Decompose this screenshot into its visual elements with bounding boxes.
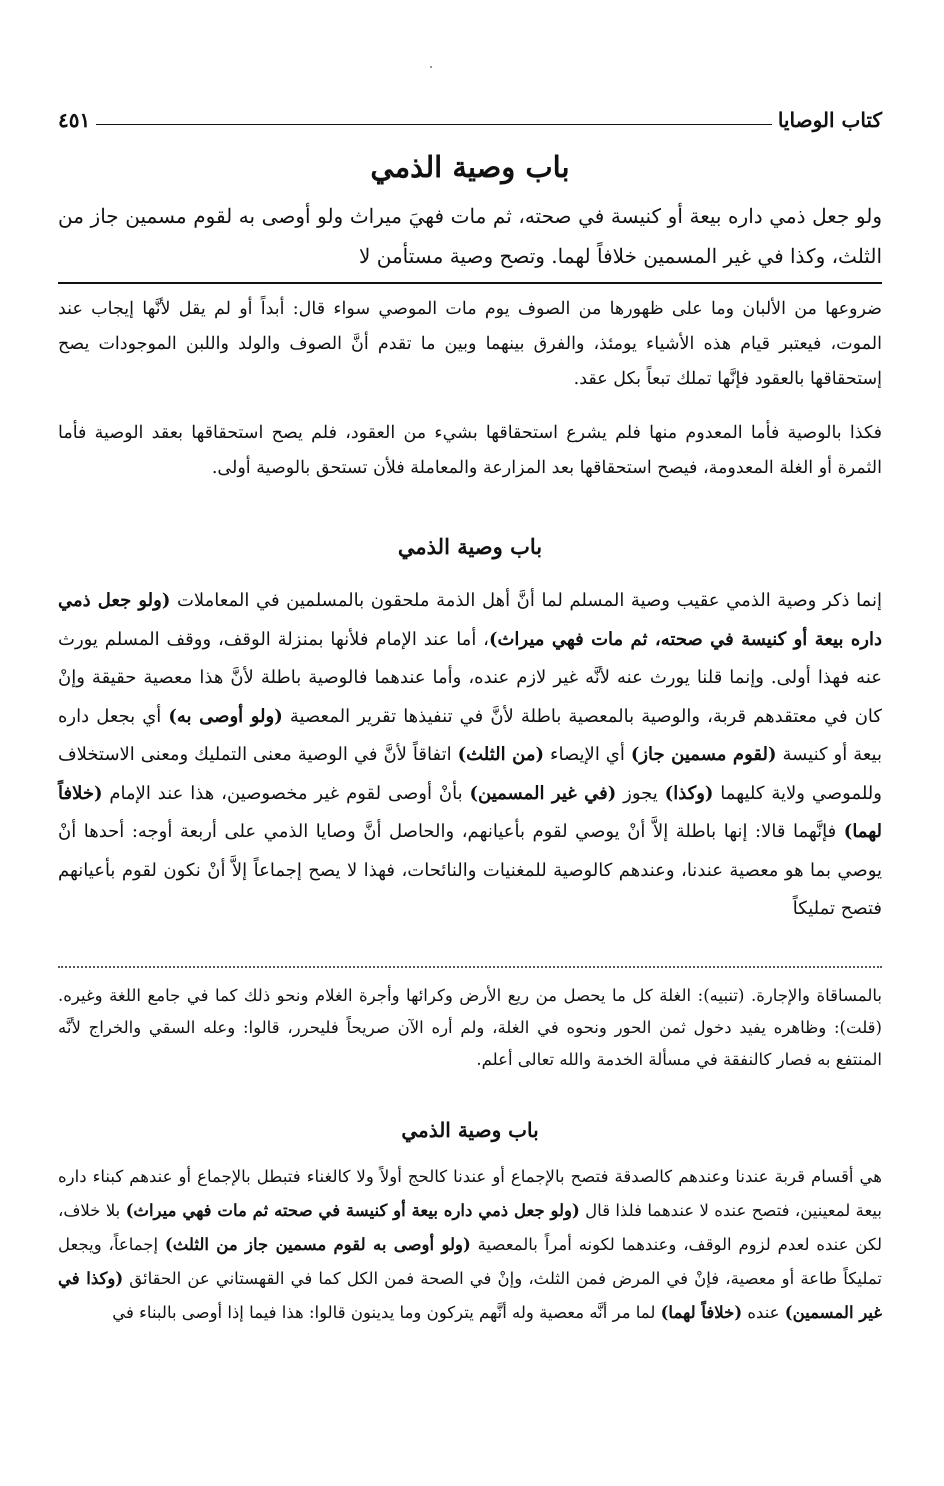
quoted-matn-phrase: (ولو أوصى به) <box>168 705 283 727</box>
text-segment: فإنَّهما قالا: إنها باطلة إلاَّ أنْ يوصي لقوم بأعيانهم، والحاصل أنَّ وصايا الذمي على أربعة أوجه: أحدها أنْ يوصي بما هو معصية عندنا، وعندهم كالوصية للمغنيات والنائحات، فهذا لا يصح إجماعاً إلاَّ أنْ نكون لقوم بأعيانهم فتصح تمليكاً <box>58 821 882 919</box>
book-title: كتاب الوصايا <box>777 108 882 132</box>
header-rule <box>96 124 772 125</box>
text-segment: اتفاقاً لأنَّ في الوصية معنى التمليك ومعنى الاستخلاف وللموصي ولاية كليهما <box>58 744 882 804</box>
text-segment: أي الإيصاء <box>544 744 631 765</box>
quoted-matn-phrase: (لقوم مسمين جاز) <box>630 744 777 765</box>
quoted-matn-phrase: (خلافاً لهما) <box>58 782 882 842</box>
text-segment: أي بجعل داره بيعة أو كنيسة <box>58 705 882 765</box>
commentary-para-1: ضروعها من الألبان وما على ظهورها من الصوف يوم مات الموصي سواء قال: أبداً أو لم يقل لأنَّها إيجاب عند الموت، فيعتبر قيام هذه الأشياء يومئذ، والفرق بينهما وبين ما تقدم أنَّ الصوف والولد واللبن الموجودات يصح إستحقاقها بالعقود فإنَّها تملك تبعاً بكل عقد. <box>58 299 882 389</box>
text-segment: ، أما عند الإمام فلأنها بمنزلة الوقف، ووقف المسلم يورث عنه فهذا أولى. وإنما قلنا يورث عنه لأنَّه غير لازم عنده، وأما عندهما فالوصية باطلة لأنَّ هذا معصية حقيقة وإنْ كان في معتقدهم قربة، والوصية بالمعصية باطلة لأنَّ في تنفيذها تقرير المعصية <box>58 628 882 727</box>
matn-section-title: باب وصية الذمي <box>370 150 570 184</box>
matn-divider <box>58 282 882 284</box>
footnote-text: بالمساقاة والإجارة. (تنبيه): الغلة كل ما يحصل من ريع الأرض وكرائها وأجرة الغلام ونحو ذلك كما في جامع اللغة وغيره. (قلت): وظاهره يفيد دخول ثمن الحور ونحوه في الغلة، ولم أره الآن صريحاً فليحرر، قالوا: وعله السقي والخراج لأنَّه المنتفع به فصار كالنفقة في مسألة الخدمة والله تعالى أعلم. <box>58 986 882 1069</box>
text-segment: لما مر أنَّه معصية وله أنَّهم يتركون وما يدينون قالوا: هذا فيما إذا أوصى بالبناء في <box>112 1303 661 1322</box>
commentary-section-text <box>58 582 882 929</box>
book-page <box>58 0 882 1486</box>
quoted-matn-phrase: (وكذا في غير المسمين) <box>58 1269 882 1322</box>
running-header <box>58 100 882 132</box>
text-segment: يجوز <box>616 782 665 804</box>
commentary-para-2: فكذا بالوصية فأما المعدوم منها فلم يشرع استحقاقها بشيء من العقود، فلم يصح استحقاقها بعقد الوصية فأما الثمرة أو الغلة المعدومة، فيصح استحقاقها بعد المزارعة والمعاملة فلأن تستحق بالوصية أولى. <box>58 423 882 478</box>
quoted-matn-phrase: (ولو جعل ذمي داره بيعة أو كنيسة في صحته ثم مات فهي ميراث) <box>125 1201 580 1220</box>
text-segment: إجماعاً، ويجعل تمليكاً طاعة أو معصية، فإنْ في المرض فمن الثلث، وإنْ في الصحة فمن الكل كما في القهستاني عن الحقائق <box>58 1235 882 1288</box>
hashiya-section-title: باب وصية الذمي <box>401 1118 539 1142</box>
text-segment: بأنْ أوصى لقوم غير مخصوصين، هذا عند الإمام <box>102 782 470 804</box>
quoted-matn-phrase: (ولو أوصى به لقوم مسمين جاز من الثلث) <box>164 1235 471 1254</box>
text-segment: هي أقسام قربة عندنا وعندهم كالصدقة فتصح بالإجماع أو عندنا كالحج أولاً ولا كالغناء فتبطل بالإجماع أو عندهم كبناء داره بيعة لمعينين، فتصح عنده لا عندهما فلذا قال <box>58 1167 882 1220</box>
quoted-matn-phrase: (من الثلث) <box>457 744 545 765</box>
quoted-matn-phrase: (ولو جعل ذمي داره بيعة أو كنيسة في صحته، ثم مات فهي ميراث) <box>58 590 882 650</box>
quoted-matn-phrase: (وكذا) <box>664 782 714 804</box>
text-segment: عنده <box>742 1303 785 1322</box>
matn-text: ولو جعل ذمي داره بيعة أو كنيسة في صحته، ثم مات فهيَ ميراث ولو أوصى به لقوم مسمين جاز من الثلث، وكذا في غير المسمين خلافاً لهما. وتصح وصية مستأمن لا <box>58 204 882 268</box>
stray-dot <box>430 66 432 68</box>
quoted-matn-phrase: (في غير المسمين) <box>469 782 617 804</box>
hashiya-section-text <box>58 1160 882 1330</box>
text-segment: إنما ذكر وصية الذمي عقيب وصية المسلم لما أنَّ أهل الذمة ملحقون بالمسلمين في المعاملات <box>170 590 882 611</box>
commentary-section-title: باب وصية الذمي <box>397 534 543 559</box>
page-number: ٤٥١ <box>58 108 91 132</box>
text-segment: بلا خلاف، لكن عنده لعدم لزوم الوقف، وعندهما لكونه أمراً بالمعصية <box>58 1201 882 1254</box>
quoted-matn-phrase: (خلافاً لهما) <box>660 1303 743 1322</box>
dotted-divider <box>58 966 882 968</box>
